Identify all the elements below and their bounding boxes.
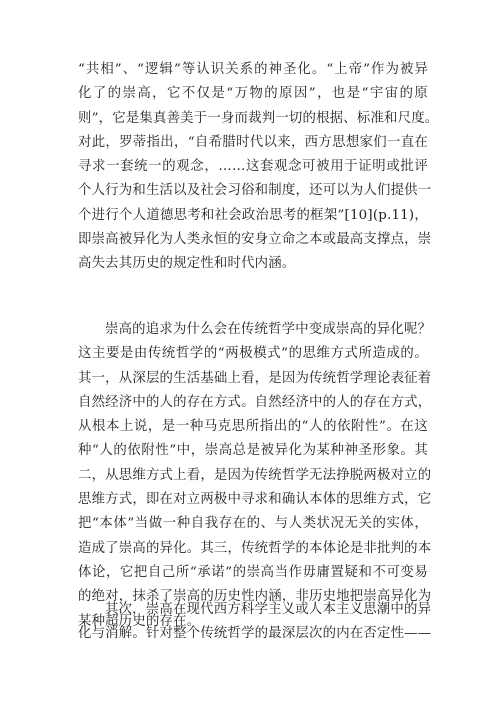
paragraph-line: 体论，它把自己所“承诺”的崇高当作毋庸置疑和不可变易 [78,564,428,580]
paragraph-line: 寻求一套统一的观念，……这套观念可被用于证明或批评 [78,159,428,175]
paragraph-line: 则”，它是集真善美于一身而裁判一切的根据、标准和尺度。 [78,110,439,126]
paragraph-line: 个人行为和生活以及社会习俗和制度，还可以为人们提供一 [78,183,432,199]
paragraph-line: 自然经济中的人的存在方式。自然经济中的人的存在方式， [78,394,432,410]
paragraph-line: 化与消解。针对整个传统哲学的最深层次的内在否定性—— [78,626,432,642]
paragraph-line: 其次，崇高在现代西方科学主义或人本主义思潮中的异 [105,602,432,617]
paragraph-line: 二，从思维方式上看，是因为传统哲学无法挣脱两极对立的 [78,467,432,483]
paragraph-line: “共相”、“逻辑”等认识关系的神圣化。“上帝”作为被异 [78,62,428,77]
paragraph-line: 把“本体”当做一种自我存在的、与人类状况无关的实体， [78,516,428,532]
paragraph-3 [78,598,432,647]
paragraph-line: 化了的崇高，它不仅是“万物的原因”，也是“宇宙的原 [78,86,428,102]
paragraph-line: 这主要是由传统哲学的“两极模式”的思维方式所造成的。 [78,346,428,362]
paragraph-1 [78,58,439,277]
paragraph-line: 个进行个人道德思考和社会政治思考的框架”[10](p.11)， [78,207,428,223]
paragraph-line: 其一，从深层的生活基础上看，是因为传统哲学理论表征着 [78,370,432,386]
paragraph-line: 思维方式，即在对立两极中寻求和确认本体的思维方式，它 [78,492,432,508]
paragraph-line: 种“人的依附性”中，崇高总是被异化为某种神圣形象。其 [78,443,428,459]
paragraph-line: 崇高的追求为什么会在传统哲学中变成崇高的异化呢？ [105,322,432,337]
paragraph-line: 的绝对，抹杀了崇高的历史性内涵，非历史地把崇高异化为 [78,589,432,605]
paragraph-line: 对此，罗蒂指出，“自希腊时代以来，西方思想家们一直在 [78,134,428,150]
paragraph-line: 高失去其历史的规定性和时代内涵。 [78,256,296,272]
paragraph-line: 从根本上说，是一种马克思所指出的“人的依附性”。在这 [78,419,428,435]
paragraph-line: 即崇高被异化为人类永恒的安身立命之本或最高支撑点，崇 [78,232,432,248]
paragraph-line: 造成了崇高的异化。其三，传统哲学的本体论是非批判的本 [78,540,432,556]
paragraph-line: 某种超历史的存在。 [78,613,201,629]
